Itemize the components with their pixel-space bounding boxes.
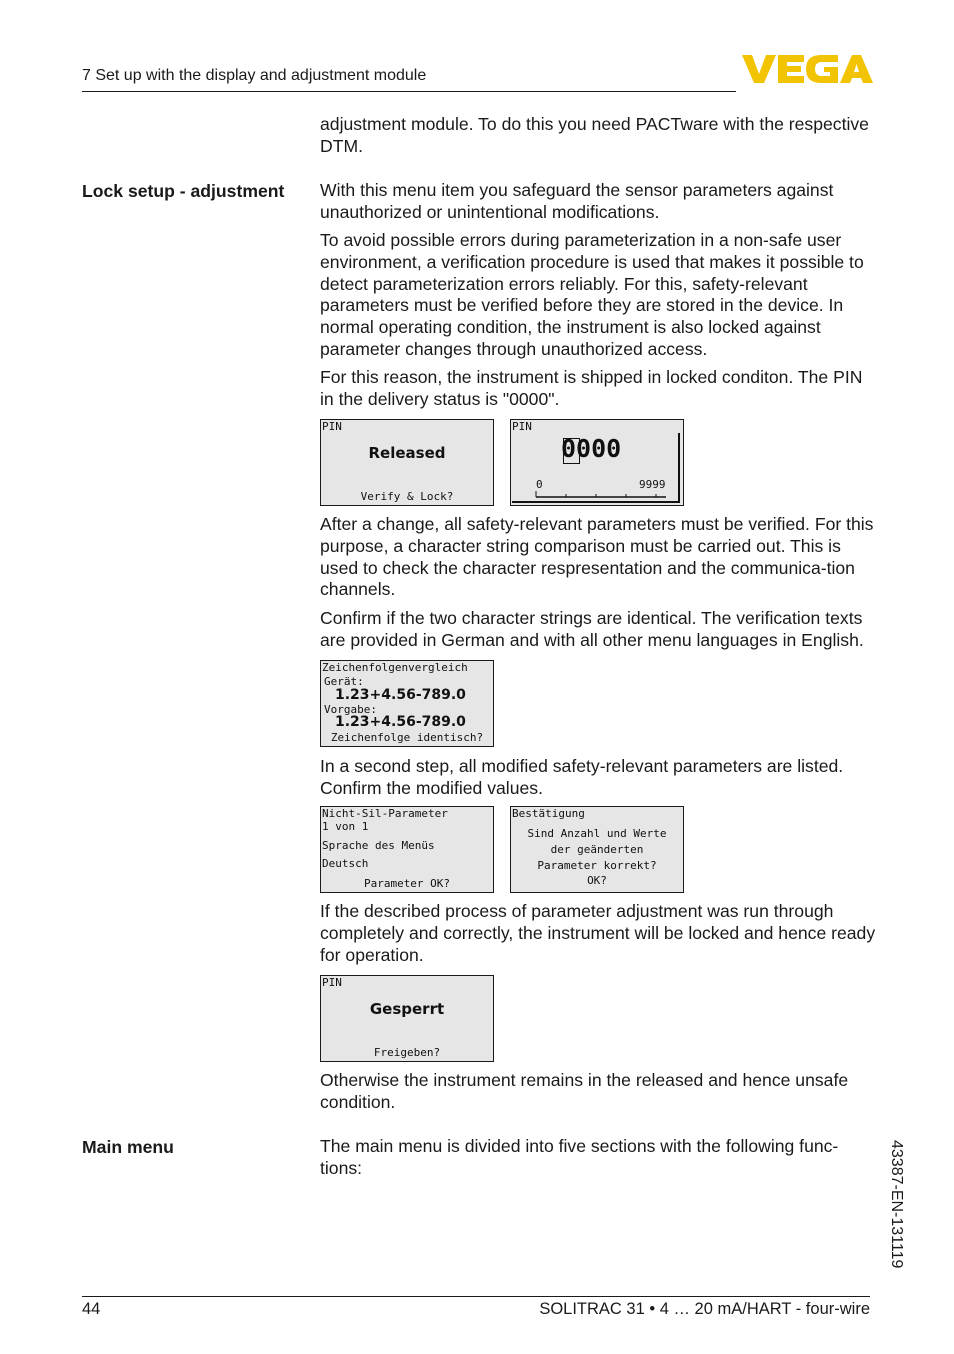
lock-paragraph-1 [320,180,880,224]
display-title: PIN [512,420,532,433]
confirm-line-2: der geänderten [550,843,644,856]
display-title: Zeichenfolgenvergleich [322,661,468,674]
display-status: Gesperrt [369,1000,445,1018]
device-value: 1.23+4.56-789.0 [335,687,466,703]
paragraph-text: The main menu is divided into five sections with the following func-tions: [320,1136,839,1178]
display-non-sil-parameter [320,806,494,893]
lock-paragraph-7 [320,901,880,966]
lock-section-heading: Lock setup - adjustment [82,181,285,201]
lock-paragraph-6 [320,756,880,800]
footer-rule [82,1296,870,1297]
page-number: 44 [82,1300,101,1318]
pin-value: 0000 [561,434,622,463]
display-string-compare [320,660,494,747]
paragraph-text: Otherwise the instrument remains in the released and hence unsafe condition. [320,1070,849,1112]
display-prompt: Zeichenfolge identisch? [330,731,484,744]
display-title: PIN [322,420,342,433]
param-value: Deutsch [322,857,369,870]
confirm-line-3: Parameter korrekt? [537,859,657,872]
logo-text: VEGA [742,52,745,53]
header-rule [82,91,736,92]
paragraph-text: For this reason, the instrument is shipped in locked conditon. The PIN in the delivery status is "0000". [320,367,863,409]
pin-cursor [563,438,580,464]
main-menu-heading: Main menu [82,1137,174,1157]
scale-bar [531,490,671,500]
intro-text: adjustment module. To do this you need PACTware with the respective DTM. [320,114,869,156]
display-pin-locked [320,975,494,1062]
lock-paragraph-2 [320,230,880,361]
vega-logo-graphic [742,52,874,86]
scale-max: 9999 [639,478,666,491]
lock-paragraph-4 [320,514,880,601]
display-confirmation [510,806,684,893]
paragraph-text: In a second step, all modified safety-relevant parameters are listed. Confirm the modified values. [320,756,844,798]
target-value: 1.23+4.56-789.0 [335,714,466,730]
confirm-line-1: Sind Anzahl und Werte [527,827,667,840]
param-name: Sprache des Menüs [322,839,435,852]
paragraph-text: After a change, all safety-relevant parameters must be verified. For this purpose, a character string comparison must be carried out. This is used to check the character respresentation and the communica-tion channels. [320,514,874,600]
display-prompt: Parameter OK? [363,877,451,890]
display-title: Bestätigung [512,807,585,820]
document-code: 43387-EN-131119 [888,1140,905,1269]
display-pin-entry [510,419,684,506]
paragraph-text: Confirm if the two character strings are identical. The verification texts are provided in German and with all other menu languages in English. [320,608,864,650]
display-prompt: Verify & Lock? [360,490,454,503]
paragraph-text: To avoid possible errors during parameterization in a non-safe user environment, a verification procedure is used that makes it possible to detect parameterization errors reliably. For this, safety-relevant parameters must be verified before they are stored in the device. In normal operating condition, the instrument is also locked against parameter changes through unauthorized access. [320,230,864,359]
display-title: Nicht-Sil-Parameter [322,807,448,820]
device-label: Gerät: [324,675,364,688]
lock-paragraph-8 [320,1070,880,1114]
paragraph-text: If the described process of parameter adjustment was run through completely and correctly, the instrument will be locked and hence ready for operation. [320,901,876,965]
display-title: PIN [322,976,342,989]
lock-paragraph-3 [320,367,880,411]
paragraph-text: With this menu item you safeguard the sensor parameters against unauthorized or unintentional modifications. [320,180,834,222]
lock-paragraph-5 [320,608,880,652]
product-name: SOLITRAC 31 • 4 … 20 mA/HART - four-wire [539,1300,870,1318]
intro-paragraph [320,114,880,158]
display-prompt: Freigeben? [373,1046,441,1059]
vega-logo [742,52,874,91]
confirm-line-4: OK? [587,874,607,887]
display-status: Released [368,444,446,462]
section-title: 7 Set up with the display and adjustment module [82,67,427,84]
display-pin-released [320,419,494,506]
param-counter: 1 von 1 [322,820,369,833]
main-menu-paragraph [320,1136,865,1180]
target-label: Vorgabe: [324,703,377,716]
scale-min: 0 [536,478,543,491]
